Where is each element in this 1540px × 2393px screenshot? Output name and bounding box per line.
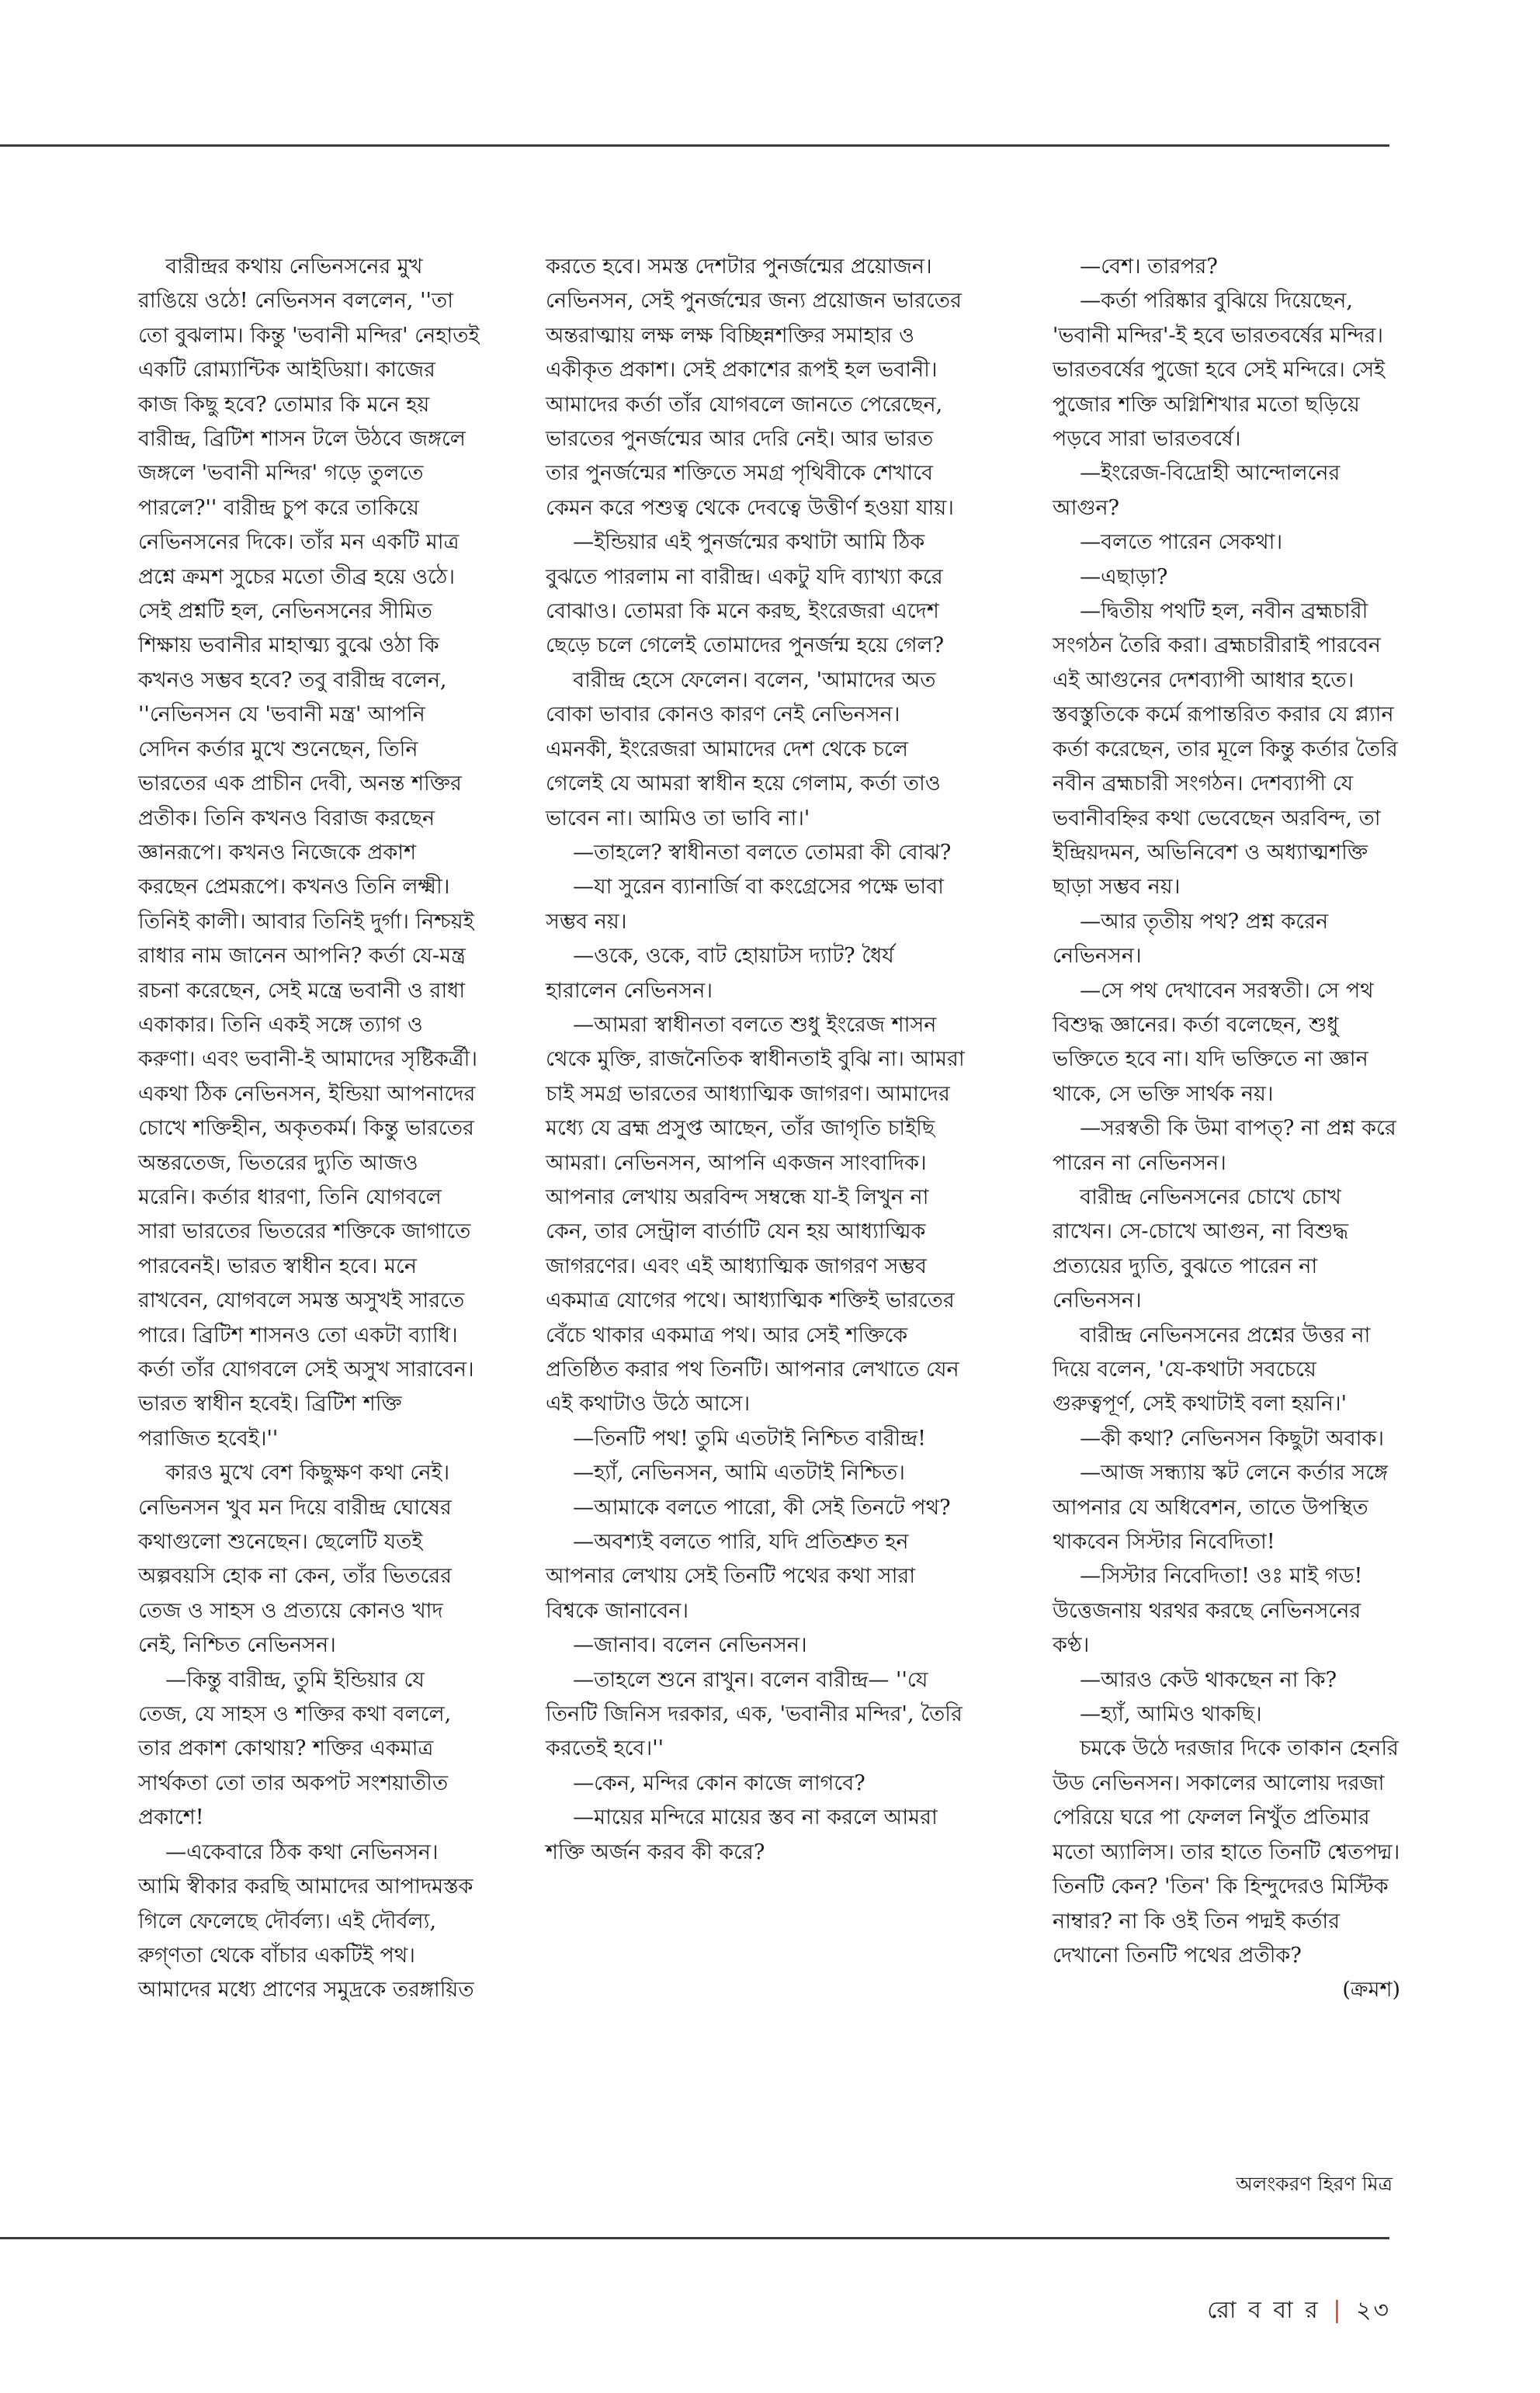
illustration-credit: অলংকরণ হিরণ মিত্র: [1236, 2173, 1393, 2195]
publication-name: রো ব বা র: [1207, 2297, 1320, 2324]
paragraph: —হ্যাঁ, আমিও থাকছি।: [1080, 1702, 1262, 1727]
paragraph: —সরস্বতী কি উমা বাপত্? না প্রশ্ন করে পারেন না নেভিনসন।: [1053, 1116, 1396, 1175]
paragraph: বারীন্দ্র নেভিনসনের প্রশ্নের উত্তর না দিয়ে বলেন, 'যে-কথাটা সবচেয়ে গুরুত্বপূর্ণ, সেই কথাটাই বলা হয়নি।': [1053, 1323, 1371, 1417]
paragraph: —কী কথা? নেভিনসন কিছুটা অবাক।: [1080, 1426, 1384, 1451]
paragraph: —মায়ের মন্দিরে মায়ের স্তব না করলে আমরা শক্তি অর্জন করব কী করে?: [546, 1805, 938, 1864]
paragraph: —এছাড়া?: [1080, 564, 1168, 589]
top-rule: [0, 144, 1389, 147]
paragraph: —সে পথ দেখাবেন সরস্বতী। সে পথ বিশুদ্ধ জ্ঞানের। কর্তা বলেছেন, শুধু ভক্তিতে হবে না। যদি ভক্তিতে না জ্ঞান থাকে, সে ভক্তি সার্থক নয়।: [1053, 978, 1374, 1106]
footer-separator: |: [1333, 2297, 1344, 2324]
paragraph: —কিন্তু বারীন্দ্র, তুমি ইন্ডিয়ার যে তেজ, যে সাহস ও শক্তির কথা বললে, তার প্রকাশ কোথায়? শক্তির একমাত্র সার্থকতা তো তার অকপট সংশয়াতীত প্রকাশে!: [138, 1667, 452, 1830]
page-number: ২৩: [1355, 2297, 1391, 2324]
paragraph: —দ্বিতীয় পথটি হল, নবীন ব্রহ্মচারী সংগঠন তৈরি করা। ব্রহ্মচারীরাই পারবেন এই আগুনের দেশব্যাপী আধার হতে। স্তবস্তুতিকে কর্মে রূপান্তরিত করার যে প্ল্যান কর্তা করেছেন, তার মূলে কিন্তু কর্তার তৈরি নবীন ব্রহ্মচারী সংগঠন। দেশব্যাপী যে ভবানীবহ্নির কথা ভেবেছেন অরবিন্দ, তা ইন্দ্রিয়দমন, অভিনিবেশ ও অধ্যাত্মশক্তি ছাড়া সম্ভব নয়।: [1053, 599, 1398, 900]
paragraph: —কর্তা পরিষ্কার বুঝিয়ে দিয়েছেন, 'ভবানী মন্দির'-ই হবে ভারতবর্ষের মন্দির। ভারতবর্ষের পুজো হবে সেই মন্দিরে। সেই পুজোর শক্তি অগ্নিশিখার মতো ছড়িয়ে পড়বে সারা ভারতবর্ষে।: [1053, 289, 1386, 452]
paragraph: —ইন্ডিয়ার এই পুনর্জন্মের কথাটা আমি ঠিক বুঝতে পারলাম না বারীন্দ্র। একটু যদি ব্যাখ্যা করে বোঝাও। তোমরা কি মনে করছ, ইংরেজরা এদেশ ছেড়ে চলে গেলেই তোমাদের পুনর্জন্ম হয়ে গেল?: [546, 530, 945, 658]
paragraph: —হ্যাঁ, নেভিনসন, আমি এতটাই নিশ্চিত।: [573, 1461, 905, 1486]
paragraph: —তাহলে? স্বাধীনতা বলতে তোমরা কী বোঝ?: [573, 840, 952, 865]
paragraph: —বলতে পারেন সেকথা।: [1080, 530, 1283, 555]
page-footer: [1207, 2291, 1391, 2331]
article-column-2: [546, 250, 971, 1870]
paragraph: —বেশ। তারপর?: [1080, 255, 1218, 279]
paragraph: —জানাব। বলেন নেভিনসন।: [573, 1633, 807, 1658]
paragraph: —তিনটি পথ! তুমি এতটাই নিশ্চিত বারীন্দ্র!: [573, 1426, 926, 1451]
paragraph: —একেবারে ঠিক কথা নেভিনসন। আমি স্বীকার করছি আমাদের আপাদমস্তক গিলে ফেলেছে দৌর্বল্য। এই দৌর্বল্য, রুগ্ণতা থেকে বাঁচার একটিই পথ। আমাদের মধ্যে প্রাণের সমুদ্রকে তরঙ্গায়িত: [138, 1840, 474, 2003]
paragraph: —অবশ্যই বলতে পারি, যদি প্রতিশ্রুত হন আপনার লেখায় সেই তিনটি পথের কথা সারা বিশ্বকে জানাবেন।: [546, 1530, 916, 1623]
paragraph: চমকে উঠে দরজার দিকে তাকান হেনরি উড নেভিনসন। সকালের আলোয় দরজা পেরিয়ে ঘরে পা ফেলল নিখুঁত প্রতিমার মতো অ্যালিস। তার হাতে তিনটি শ্বেতপদ্ম। তিনটি কেন? 'তিন' কি হিন্দুদেরও মিস্টিক নাম্বার? না কি ওই তিন পদ্মই কর্তার দেখানো তিনটি পথের প্রতীক?: [1053, 1736, 1400, 1968]
paragraph: বারীন্দ্রর কথায় নেভিনসনের মুখ রাঙিয়ে ওঠে! নেভিনসন বললেন, ''তা তো বুঝলাম। কিন্তু 'ভবানী মন্দির' নেহাতই একটি রোম্যান্টিক আইডিয়া। কাজের কাজ কিছু হবে? তোমার কি মনে হয় বারীন্দ্র, ব্রিটিশ শাসন টলে উঠবে জঙ্গলে জঙ্গলে 'ভবানী মন্দির' গড়ে তুলতে পারলে?'' বারীন্দ্র চুপ করে তাকিয়ে নেভিনসনের দিকে। তাঁর মন একটি মাত্র প্রশ্নে ক্রমশ সুচের মতো তীব্র হয়ে ওঠে। সেই প্রশ্নটি হল, নেভিনসনের সীমিত শিক্ষায় ভবানীর মাহাত্ম্য বুঝে ওঠা কি কখনও সম্ভব হবে? তবু বারীন্দ্র বলেন, ''নেভিনসন যে 'ভবানী মন্ত্র' আপনি সেদিন কর্তার মুখে শুনেছেন, তিনি ভারতের এক প্রাচীন দেবী, অনন্ত শক্তির প্রতীক। তিনি কখনও বিরাজ করছেন জ্ঞানরূপে। কখনও নিজেকে প্রকাশ করছেন প্রেমরূপে। কখনও তিনি লক্ষ্মী। তিনিই কালী। আবার তিনিই দুর্গা। নিশ্চয়ই রাধার নাম জানেন আপনি? কর্তা যে-মন্ত্র রচনা করেছেন, সেই মন্ত্রে ভবানী ও রাধা একাকার। তিনি একই সঙ্গে ত্যাগ ও করুণা। এবং ভবানী-ই আমাদের সৃষ্টিকর্ত্রী। একথা ঠিক নেভিনসন, ইন্ডিয়া আপনাদের চোখে শক্তিহীন, অকৃতকর্ম। কিন্তু ভারতের অন্তরতেজ, ভিতরের দ্যুতি আজও মরেনি। কর্তার ধারণা, তিনি যোগবলে সারা ভারতের ভিতরের শক্তিকে জাগাতে পারবেনই। ভারত স্বাধীন হবে। মনে রাখবেন, যোগবলে সমস্ত অসুখই সারতে পারে। ব্রিটিশ শাসনও তো একটা ব্যাধি। কর্তা তাঁর যোগবলে সেই অসুখ সারাবেন। ভারত স্বাধীন হবেই। ব্রিটিশ শক্তি পরাজিত হবেই।'': [138, 255, 480, 1451]
paragraph: —তাহলে শুনে রাখুন। বলেন বারীন্দ্র— ''যে তিনটি জিনিস দরকার, এক, 'ভবানীর মন্দির', তৈরি করতেই হবে।'': [546, 1667, 962, 1761]
paragraph: —ইংরেজ-বিদ্রোহী আন্দোলনের আগুন?: [1053, 461, 1341, 520]
paragraph: বারীন্দ্র নেভিনসনের চোখে চোখ রাখেন। সে-চোখে আগুন, না বিশুদ্ধ প্রত্যয়ের দ্যুতি, বুঝতে পারেন না নেভিনসন।: [1053, 1184, 1349, 1313]
paragraph: —আজ সন্ধ্যায় স্কট লেনে কর্তার সঙ্গে আপনার যে অধিবেশন, তাতে উপস্থিত থাকবেন সিস্টার নিবেদিতা!: [1053, 1461, 1389, 1555]
continued-label: (ক্রমশ): [1342, 1978, 1400, 2003]
article-column-3: [1053, 250, 1400, 2008]
paragraph: —আর তৃতীয় পথ? প্রশ্ন করেন নেভিনসন।: [1053, 909, 1329, 969]
paragraph: —কেন, মন্দির কোন কাজে লাগবে?: [573, 1770, 865, 1795]
article-column-1: [138, 250, 480, 2008]
paragraph: করতে হবে। সমস্ত দেশটার পুনর্জন্মের প্রয়োজন। নেভিনসন, সেই পুনর্জন্মের জন্য প্রয়োজন ভারতের অন্তরাত্মায় লক্ষ লক্ষ বিচ্ছিন্নশক্তির সমাহার ও একীকৃত প্রকাশ। সেই প্রকাশের রূপই হল ভবানী। আমাদের কর্তা তাঁর যোগবলে জানতে পেরেছেন, ভারতের পুনর্জন্মের আর দেরি নেই। আর ভারত তার পুনর্জন্মের শক্তিতে সমগ্র পৃথিবীকে শেখাবে কেমন করে পশুত্ব থেকে দেবত্বে উত্তীর্ণ হওয়া যায়।: [546, 255, 962, 520]
paragraph: —আমরা স্বাধীনতা বলতে শুধু ইংরেজ শাসন থেকে মুক্তি, রাজনৈতিক স্বাধীনতাই বুঝি না। আমরা চাই সমগ্র ভারতের আধ্যাত্মিক জাগরণ। আমাদের মধ্যে যে ব্রহ্ম প্রসুপ্ত আছেন, তাঁর জাগৃতি চাইছি আমরা। নেভিনসন, আপনি একজন সাংবাদিক। আপনার লেখায় অরবিন্দ সম্বন্ধে যা-ই লিখুন না কেন, তার সেন্ট্রাল বার্তাটি যেন হয় আধ্যাত্মিক জাগরণের। এবং এই আধ্যাত্মিক জাগরণ সম্ভব একমাত্র যোগের পথে। আধ্যাত্মিক শক্তিই ভারতের বেঁচে থাকার একমাত্র পথ। আর সেই শক্তিকে প্রতিষ্ঠিত করার পথ তিনটি। আপনার লেখাতে যেন এই কথাটাও উঠে আসে।: [546, 1012, 965, 1417]
paragraph: —সিস্টার নিবেদিতা! ওঃ মাই গড! উত্তেজনায় থরথর করছে নেভিনসনের কণ্ঠ।: [1053, 1564, 1363, 1658]
paragraph: কারও মুখে বেশ কিছুক্ষণ কথা নেই। নেভিনসন খুব মন দিয়ে বারীন্দ্র ঘোষের কথাগুলো শুনেছেন। ছেলেটি যতই অল্পবয়সি হোক না কেন, তাঁর ভিতরের তেজ ও সাহস ও প্রত্যয়ে কোনও খাদ নেই, নিশ্চিত নেভিনসন।: [138, 1461, 453, 1658]
paragraph: —ওকে, ওকে, বাট হোয়াটস দ্যাট? ধৈর্য হারালেন নেভিনসন।: [546, 944, 894, 1003]
paragraph: বারীন্দ্র হেসে ফেলেন। বলেন, 'আমাদের অত বোকা ভাবার কোনও কারণ নেই নেভিনসন। এমনকী, ইংরেজরা আমাদের দেশ থেকে চলে গেলেই যে আমরা স্বাধীন হয়ে গেলাম, কর্তা তাও ভাবেন না। আমিও তা ভাবি না।': [546, 668, 941, 831]
paragraph: —আমাকে বলতে পারো, কী সেই তিনটে পথ?: [573, 1495, 951, 1520]
paragraph: —আরও কেউ থাকছেন না কি?: [1080, 1667, 1337, 1692]
bottom-rule: [0, 2237, 1389, 2239]
paragraph: —যা সুরেন ব্যানার্জি বা কংগ্রেসের পক্ষে ভাবা সম্ভব নয়।: [546, 875, 944, 934]
